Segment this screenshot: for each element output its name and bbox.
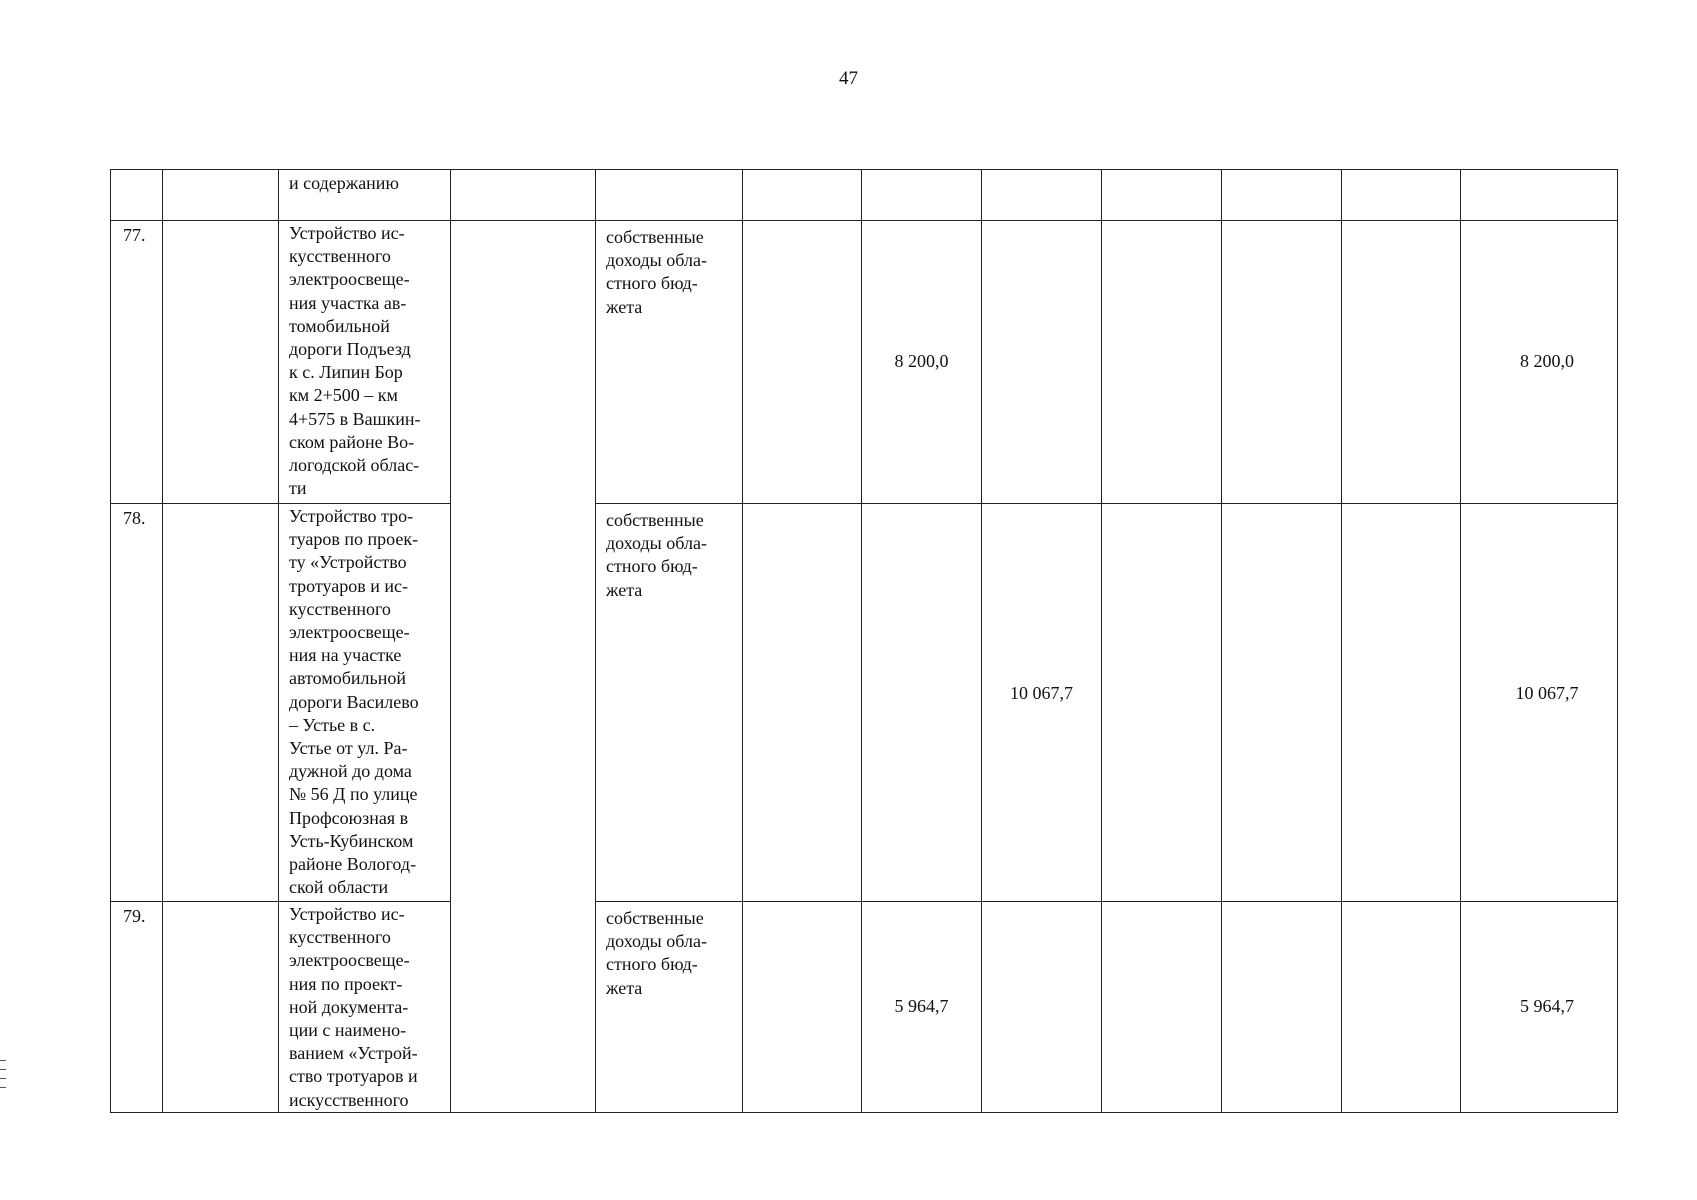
source-line: доходы обла- — [606, 250, 707, 271]
source-line: стного бюд- — [606, 556, 698, 577]
source-line: доходы обла- — [606, 533, 707, 554]
cell-name — [279, 221, 451, 504]
name-line: дороги Василево — [289, 691, 419, 712]
cell-year-1 — [743, 902, 862, 1113]
cell-name — [279, 902, 451, 1113]
name-line: кусственного — [289, 598, 391, 619]
table-row — [111, 504, 1618, 902]
cell-year-2 — [862, 504, 982, 902]
cell-year-5 — [1222, 504, 1342, 902]
cell-name: и содержанию — [279, 170, 451, 221]
name-line: Устройство ис- — [289, 223, 405, 243]
name-line: ту «Устройство — [289, 552, 407, 573]
cell-number: 78. — [111, 504, 163, 902]
source-line: жета — [606, 977, 643, 998]
source-line: жета — [606, 296, 643, 317]
cell-name — [279, 504, 451, 902]
name-line: Устье от ул. Ра- — [289, 738, 408, 759]
name-line: ции с наимено- — [289, 1020, 407, 1041]
scan-mark — [0, 1078, 6, 1079]
cell-year-4 — [1102, 221, 1222, 504]
name-line: кусственного — [289, 927, 391, 948]
source-line: доходы обла- — [606, 931, 707, 952]
name-line: ния по проект- — [289, 973, 403, 994]
name-line: Устройство тро- — [289, 506, 414, 526]
cell-year-1 — [743, 170, 862, 221]
cell-year-2-value: 8 200,0 — [862, 221, 982, 504]
cell-year-4 — [1102, 902, 1222, 1113]
source-line: собственные — [606, 908, 704, 928]
cell-code — [163, 902, 279, 1113]
cell-year-6 — [1342, 902, 1461, 1113]
cell-source — [596, 504, 743, 902]
cell-code — [163, 504, 279, 902]
name-line: дужной до дома — [289, 761, 412, 782]
cell-year-6 — [1342, 221, 1461, 504]
name-line: томобильной — [289, 315, 390, 336]
scan-mark — [0, 1060, 6, 1061]
name-line: районе Вологод- — [289, 854, 417, 875]
name-line: электроосвеще- — [289, 950, 410, 971]
name-line: ной документа- — [289, 996, 409, 1017]
name-line: тротуаров и ис- — [289, 575, 408, 596]
cell-total — [1461, 170, 1618, 221]
table-row — [111, 221, 1618, 504]
name-line: Устройство ис- — [289, 904, 405, 924]
cell-year-5 — [1222, 170, 1342, 221]
name-line: дороги Подъезд — [289, 339, 411, 360]
cell-year-2 — [862, 170, 982, 221]
cell-year-3-value: 10 067,7 — [982, 504, 1102, 902]
name-line: ской области — [289, 877, 389, 898]
cell-code — [163, 170, 279, 221]
cell-total-value: 10 067,7 — [1461, 504, 1618, 902]
cell-source — [596, 902, 743, 1113]
name-line: искусственного — [289, 1089, 409, 1110]
cell-number: 79. — [111, 902, 163, 1113]
cell-year-6 — [1342, 170, 1461, 221]
scan-edge-marks — [0, 1060, 6, 1096]
cell-year-3 — [982, 221, 1102, 504]
name-line: – Устье в с. — [289, 714, 376, 735]
name-line: к с. Липин Бор — [289, 362, 403, 383]
name-line: ванием «Устрой- — [289, 1043, 418, 1064]
cell-year-1 — [743, 504, 862, 902]
name-line: № 56 Д по улице — [289, 784, 418, 805]
name-line: электроосвеще- — [289, 622, 410, 643]
cell-total-value: 8 200,0 — [1461, 221, 1618, 504]
source-line: собственные — [606, 510, 704, 530]
name-line: электроосвеще- — [289, 269, 410, 290]
name-line: ском районе Во- — [289, 431, 415, 452]
cell-year-5 — [1222, 221, 1342, 504]
cell-number — [111, 170, 163, 221]
cell-code — [163, 221, 279, 504]
source-line: стного бюд- — [606, 954, 698, 975]
cell-number: 77. — [111, 221, 163, 504]
cell-year-5 — [1222, 902, 1342, 1113]
name-line: Усть-Кубинском — [289, 830, 414, 851]
source-line: жета — [606, 579, 643, 600]
name-line: логодской облас- — [289, 455, 420, 476]
cell-year-2-value: 5 964,7 — [862, 902, 982, 1113]
cell-year-4 — [1102, 504, 1222, 902]
cell-executor-merged — [451, 221, 596, 1113]
cell-year-3 — [982, 902, 1102, 1113]
page-number: 47 — [839, 68, 858, 89]
name-line: ти — [289, 478, 307, 499]
name-line: кусственного — [289, 246, 391, 267]
name-line: км 2+500 – км — [289, 385, 398, 406]
name-line: 4+575 в Вашкин- — [289, 408, 421, 429]
scan-mark — [0, 1069, 6, 1070]
cell-total-value: 5 964,7 — [1461, 902, 1618, 1113]
budget-table — [110, 169, 1618, 1113]
name-line: автомобильной — [289, 668, 406, 689]
name-line: туаров по проек- — [289, 529, 419, 550]
cell-source — [596, 170, 743, 221]
cell-year-1 — [743, 221, 862, 504]
scan-mark — [0, 1087, 6, 1088]
cell-source — [596, 221, 743, 504]
cell-year-6 — [1342, 504, 1461, 902]
name-line: ния участка ав- — [289, 292, 407, 313]
cell-executor — [451, 170, 596, 221]
source-line: собственные — [606, 227, 704, 247]
name-line: ство тротуаров и — [289, 1066, 418, 1087]
source-line: стного бюд- — [606, 273, 698, 294]
cell-year-4 — [1102, 170, 1222, 221]
table-row-continued — [111, 170, 1618, 221]
name-line: Профсоюзная в — [289, 807, 409, 828]
table-row — [111, 902, 1618, 1113]
cell-year-3 — [982, 170, 1102, 221]
name-line: ния на участке — [289, 645, 402, 666]
